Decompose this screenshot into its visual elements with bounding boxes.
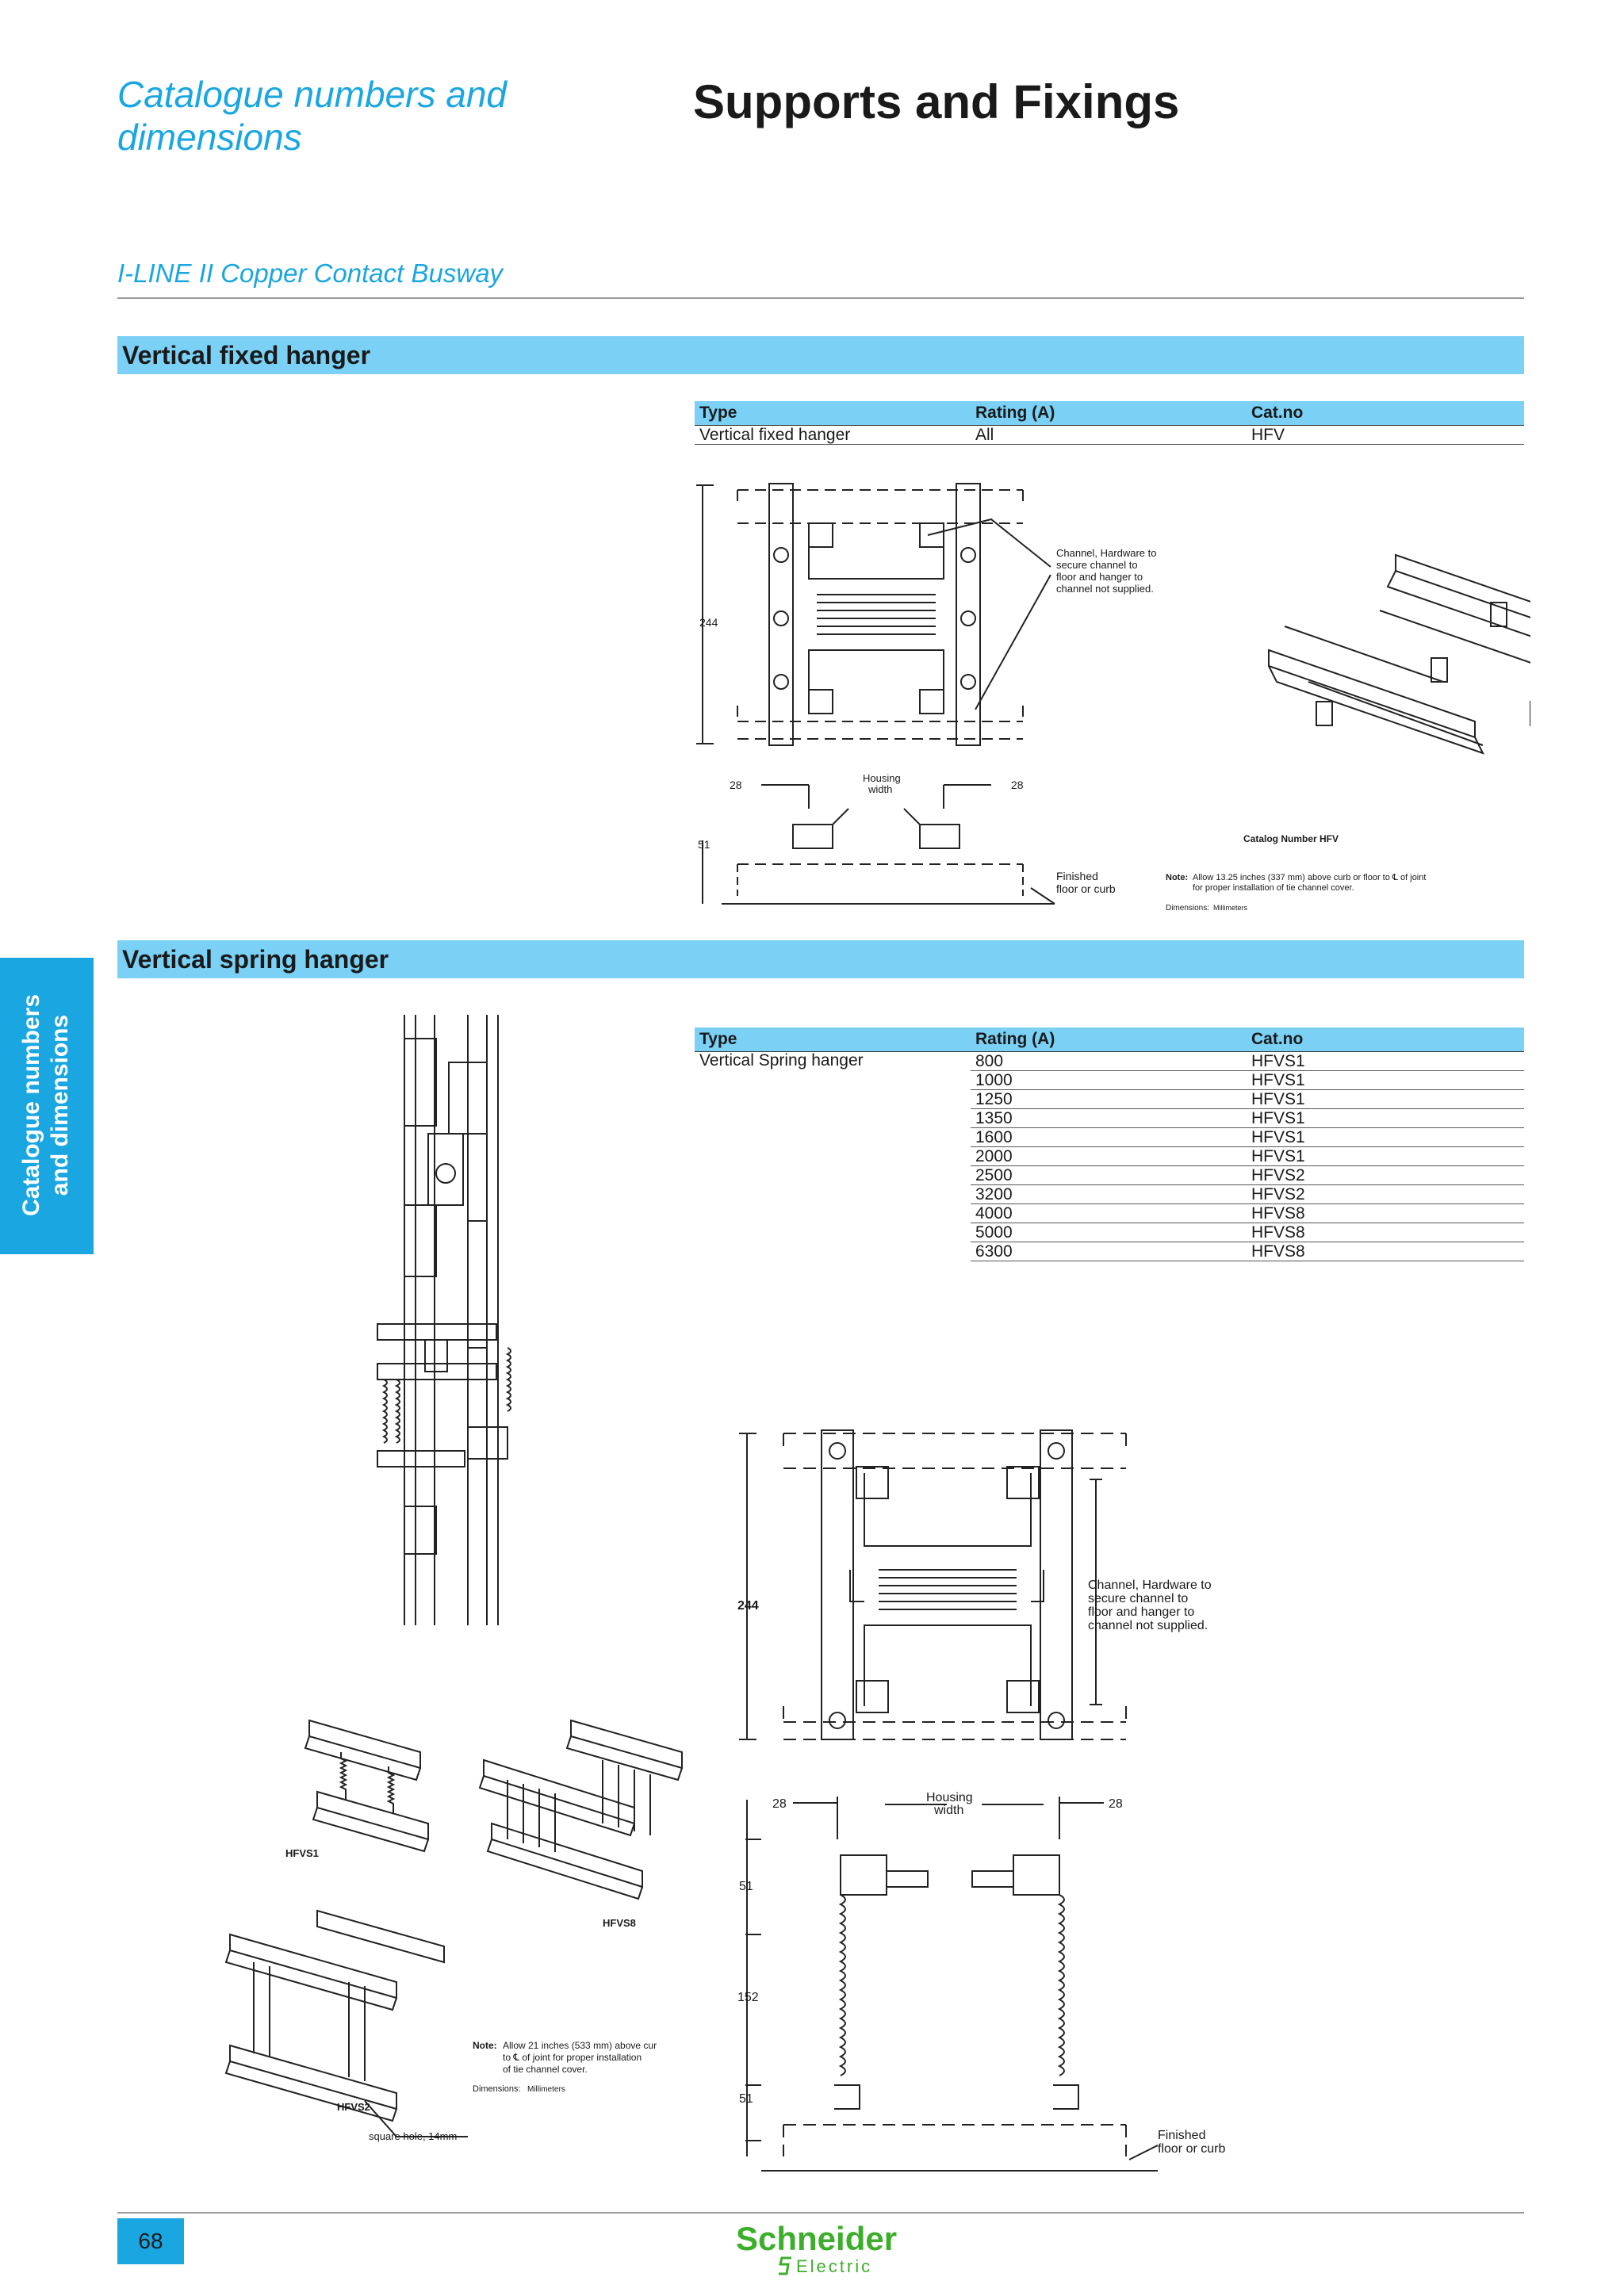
fixed-channel-note-2: secure channel to — [1056, 559, 1138, 571]
cell-rating: All — [971, 426, 1247, 445]
fixed-hanger-heading: Vertical fixed hanger — [117, 336, 1524, 374]
brand-mark-icon — [777, 2256, 795, 2275]
cell-type: Vertical fixed hanger — [695, 426, 971, 445]
product-subtitle: I-LINE II Copper Contact Busway — [117, 258, 504, 288]
fixed-dim-base: 51 — [698, 838, 710, 851]
column-header-catno: Cat.no — [1247, 401, 1524, 426]
spring-note-line-3: of tie channel cover. — [503, 2064, 588, 2075]
table-header-row — [695, 1027, 1524, 1052]
column-header-type: Type — [695, 401, 971, 426]
cell-catno: HFVS1 — [1247, 1147, 1524, 1166]
cell-rating: 1250 — [971, 1090, 1247, 1109]
fixed-floor-label-1: Finished — [1056, 870, 1098, 882]
page-title: Supports and Fixings — [693, 75, 1180, 128]
spring-channel-note-2: secure channel to — [1088, 1592, 1189, 1605]
cell-rating: 1350 — [971, 1109, 1247, 1128]
fixed-housing-label-2: width — [868, 783, 893, 795]
spring-hanger-table — [695, 1027, 1524, 1261]
fixed-housing-label-1: Housing — [863, 772, 901, 784]
fixed-hanger-drawing — [690, 476, 1530, 920]
cell-catno: HFVS1 — [1247, 1052, 1524, 1071]
cell-catno: HFVS1 — [1247, 1090, 1524, 1109]
fixed-hanger-table — [695, 401, 1524, 445]
cell-rating: 2000 — [971, 1147, 1247, 1166]
footer-divider — [117, 2212, 1524, 2214]
spring-housing-label-1: Housing — [926, 1791, 973, 1804]
spring-dim-left: 28 — [772, 1797, 787, 1811]
column-header-catno: Cat.no — [1247, 1027, 1524, 1052]
spring-hanger-installed-drawing — [349, 1015, 555, 1625]
fixed-note-line-1: Allow 13.25 inches (337 mm) above curb or floor to ℄ of joint — [1193, 873, 1427, 882]
column-header-rating: Rating (A) — [971, 401, 1247, 426]
header-divider — [117, 297, 1524, 299]
cell-catno: HFV — [1247, 426, 1524, 445]
fixed-caption: Catalog Number HFV — [1243, 833, 1339, 844]
fixed-dim-right: 28 — [1011, 779, 1024, 791]
square-hole-label: square hole, 14mm — [369, 2130, 458, 2142]
spring-floor-label-2: floor or curb — [1158, 2142, 1226, 2156]
side-tab-line-1: Catalogue numbers — [18, 993, 44, 1217]
spring-channel-note-4: channel not supplied. — [1088, 1619, 1208, 1632]
cell-catno: HFVS8 — [1247, 1204, 1524, 1223]
fixed-dims-label: Dimensions: — [1166, 904, 1210, 913]
table-header-row — [695, 401, 1524, 426]
section-heading: Catalogue numbers and dimensions — [117, 74, 507, 158]
cell-catno: HFVS1 — [1247, 1109, 1524, 1128]
spring-dims-label: Dimensions: — [473, 2084, 521, 2094]
fixed-channel-note-4: channel not supplied. — [1056, 583, 1154, 595]
spring-channel-note-3: floor and hanger to — [1088, 1605, 1195, 1619]
spring-note-line-2: to ℄ of joint for proper installation — [503, 2052, 642, 2063]
fixed-channel-note-3: floor and hanger to — [1056, 571, 1143, 583]
spring-floor-label-1: Finished — [1158, 2129, 1206, 2142]
model-label-hfvs8: HFVS8 — [603, 1917, 636, 1929]
spring-note-line-1: Allow 21 inches (533 mm) above cur — [503, 2040, 657, 2051]
fixed-floor-label-2: floor or curb — [1056, 882, 1116, 895]
cell-rating: 800 — [971, 1052, 1247, 1071]
spring-dim-top: 51 — [739, 1880, 753, 1893]
cell-type: Vertical Spring hanger — [699, 1051, 864, 1070]
fixed-channel-note-1: Channel, Hardware to — [1056, 547, 1157, 559]
cell-rating: 1000 — [971, 1071, 1247, 1090]
cell-catno: HFVS2 — [1247, 1166, 1524, 1185]
cell-rating: 4000 — [971, 1204, 1247, 1223]
model-label-hfvs2: HFVS2 — [337, 2101, 370, 2113]
brand-name: Schneider — [736, 2220, 898, 2257]
spring-dim-height: 244 — [737, 1599, 759, 1613]
table-row — [695, 1052, 1524, 1071]
spring-channel-note-1: Channel, Hardware to — [1088, 1578, 1212, 1592]
cell-rating: 5000 — [971, 1223, 1247, 1242]
cell-rating: 6300 — [971, 1242, 1247, 1261]
spring-dim-mid: 152 — [737, 1991, 759, 2004]
spring-dims-unit: Millimeters — [527, 2085, 565, 2094]
fixed-dim-left: 28 — [730, 779, 742, 791]
brand-suffix: Electric — [796, 2256, 873, 2276]
schneider-logo — [736, 2220, 902, 2275]
cell-rating: 3200 — [971, 1185, 1247, 1204]
page-number: 68 — [117, 2218, 184, 2264]
spring-hanger-heading: Vertical spring hanger — [117, 940, 1524, 978]
spring-dim-bottom: 51 — [739, 2092, 753, 2106]
cell-rating: 2500 — [971, 1166, 1247, 1185]
cell-catno: HFVS1 — [1247, 1071, 1524, 1090]
spring-hanger-dimension-drawing — [730, 1427, 1300, 2188]
model-label-hfvs1: HFVS1 — [285, 1847, 319, 1859]
fixed-note-label: Note: — [1166, 873, 1189, 882]
cell-catno: HFVS8 — [1247, 1242, 1524, 1261]
side-tab-line-2: and dimensions — [47, 1014, 73, 1196]
cell-catno: HFVS2 — [1247, 1185, 1524, 1204]
cell-catno: HFVS8 — [1247, 1223, 1524, 1242]
fixed-dims-unit: Millimeters — [1213, 904, 1248, 912]
table-row — [695, 426, 1524, 445]
spring-dim-right: 28 — [1109, 1797, 1123, 1811]
cell-catno: HFVS1 — [1247, 1128, 1524, 1147]
spring-hanger-models-drawing — [206, 1705, 698, 2149]
side-tab — [0, 958, 94, 1254]
spring-note-label: Note: — [473, 2040, 497, 2051]
fixed-dim-height: 244 — [699, 616, 718, 629]
fixed-note-line-2: for proper installation of tie channel cover. — [1193, 883, 1354, 893]
spring-housing-label-2: width — [934, 1804, 964, 1817]
cell-rating: 1600 — [971, 1128, 1247, 1147]
column-header-rating: Rating (A) — [971, 1027, 1247, 1052]
column-header-type: Type — [695, 1027, 971, 1052]
